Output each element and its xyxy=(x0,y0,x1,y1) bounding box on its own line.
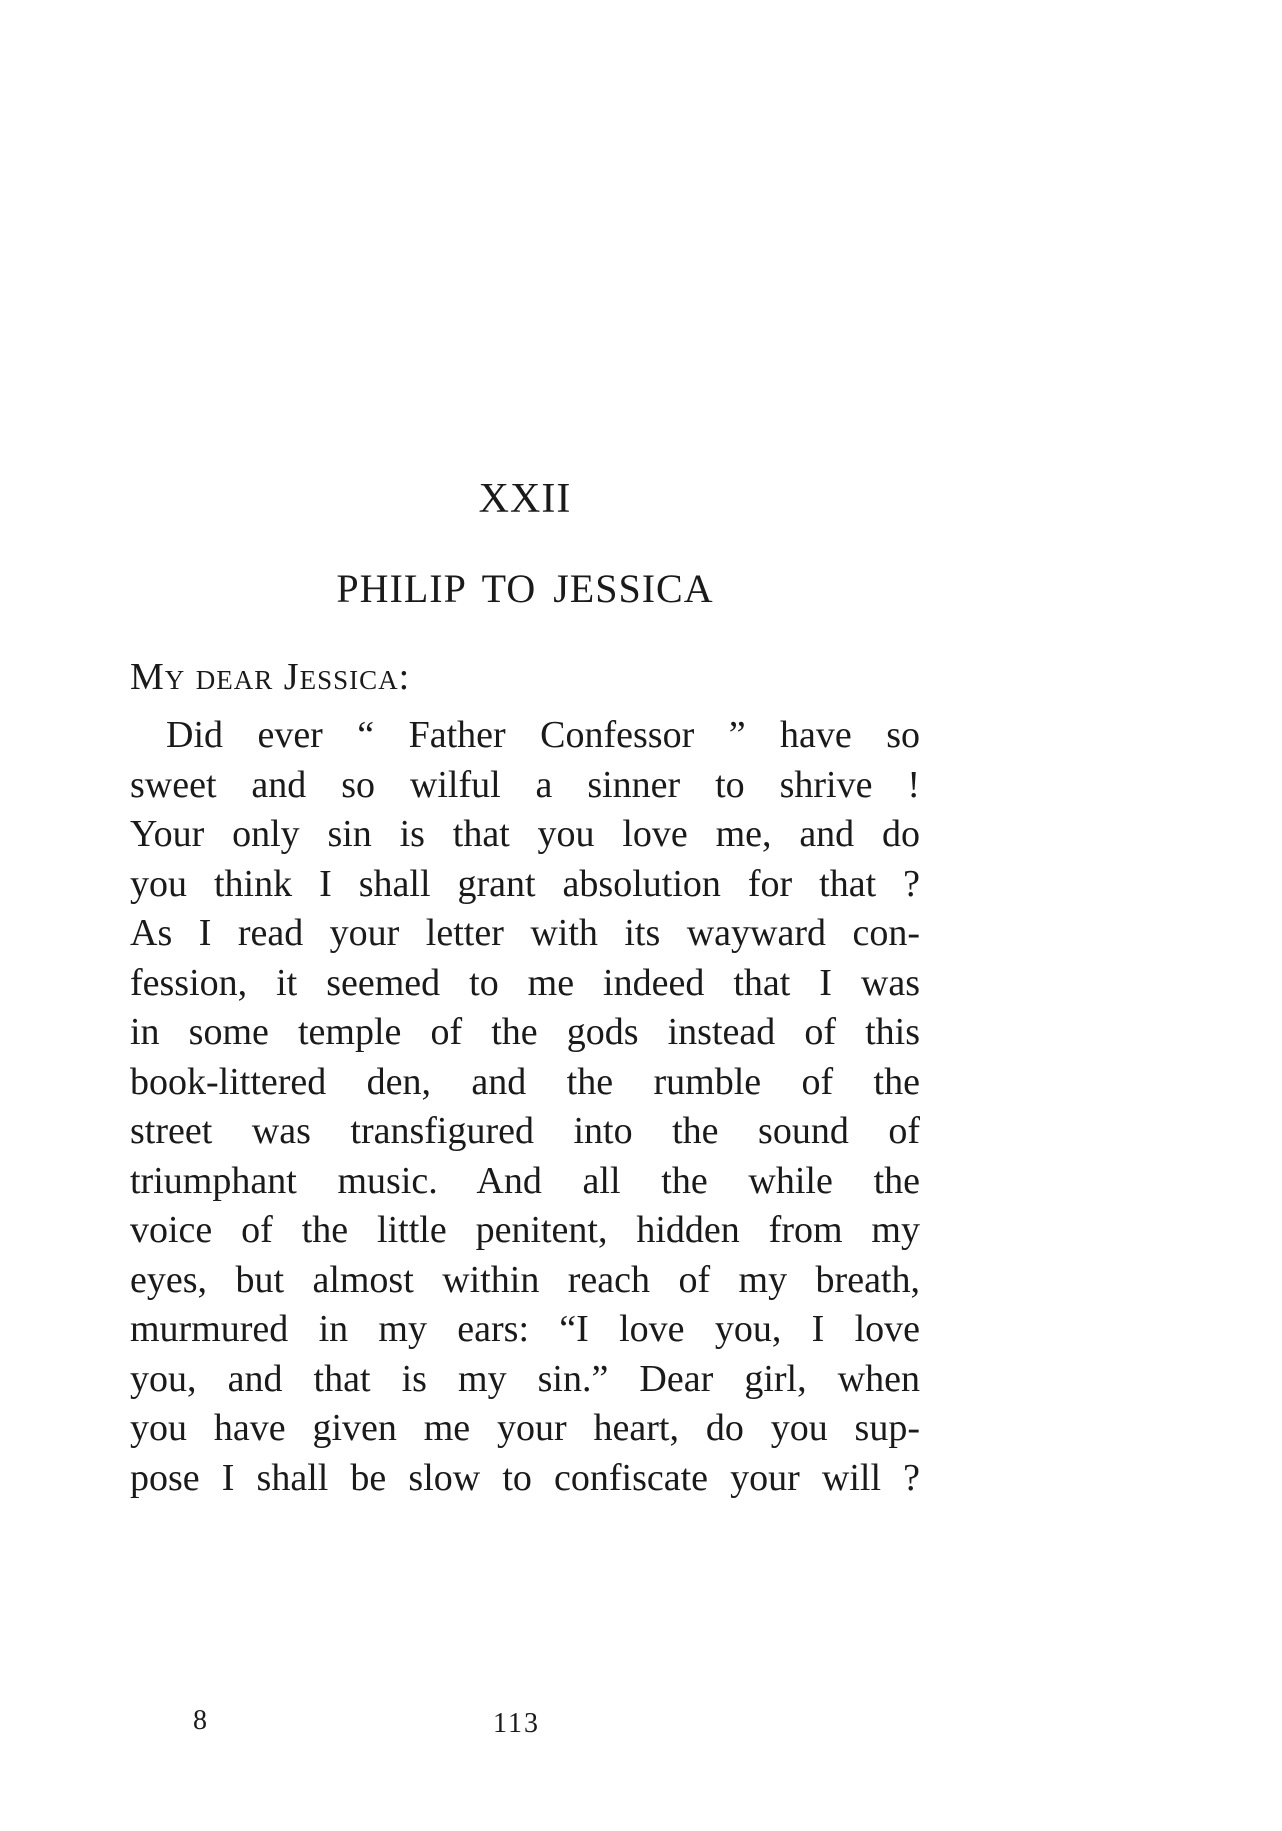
page-footer xyxy=(0,1705,1282,1745)
chapter-title: PHILIP TO JESSICA xyxy=(336,566,714,611)
text-line: you think I shall grant absolution for that ? xyxy=(130,863,920,905)
page-number: 113 xyxy=(493,1708,540,1739)
text-line: triumphant music. And all the while the xyxy=(130,1160,920,1202)
text-line: As I read your letter with its wayward con- xyxy=(130,912,920,954)
text-line: street was transfigured into the sound of xyxy=(130,1110,920,1152)
text-line: you have given me your heart, do you sup- xyxy=(130,1407,920,1449)
text-line: in some temple of the gods instead of this xyxy=(130,1011,920,1053)
text-line: eyes, but almost within reach of my breath, xyxy=(130,1259,920,1301)
text-line: voice of the little penitent, hidden from my xyxy=(130,1209,920,1251)
text-line: murmured in my ears: “I love you, I love xyxy=(130,1308,920,1350)
signature-mark: 8 xyxy=(193,1705,207,1736)
text-line: pose I shall be slow to confiscate your will ? xyxy=(130,1457,920,1499)
text-line: book-littered den, and the rumble of the xyxy=(130,1061,920,1103)
text-line: Did ever “ Father Confessor ” have so xyxy=(166,714,920,756)
text-line: fession, it seemed to me indeed that I was xyxy=(130,962,920,1004)
text-line: sweet and so wilful a sinner to shrive ! xyxy=(130,764,920,806)
chapter-number: XXII xyxy=(478,476,572,522)
letter-salutation: My dear Jessica: xyxy=(130,656,411,698)
text-line: you, and that is my sin.” Dear girl, when xyxy=(130,1358,920,1400)
text-line: Your only sin is that you love me, and do xyxy=(130,813,920,855)
